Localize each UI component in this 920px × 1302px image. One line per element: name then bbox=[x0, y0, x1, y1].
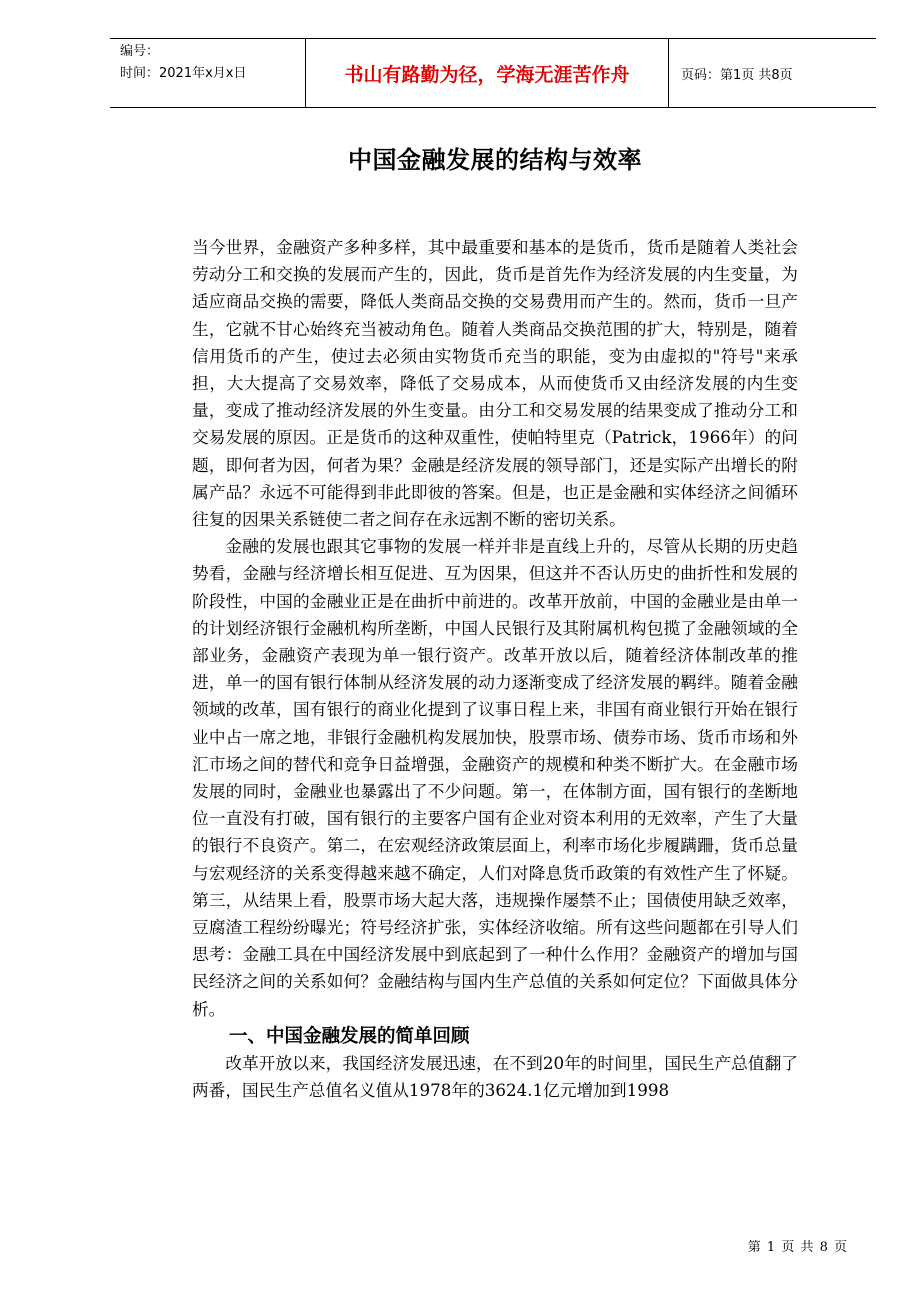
section-paragraph: 改革开放以来，我国经济发展迅速，在不到20年的时间里，国民生产总值翻了两番，国民生产总值名义值从1978年的3624.1亿元增加到1998 bbox=[192, 1053, 798, 1101]
paragraph-2: 金融的发展也跟其它事物的发展一样并非是直线上升的，尽管从长期的历史趋势看，金融与经济增长相互促进、互为因果，但这并不否认历史的曲折性和发展的阶段性，中国的金融业正是在曲折中前进的。改革开放前，中国的金融业是由单一的计划经济银行金融机构所垄断，中国人民银行及其附属机构包揽了金融领域的全部业务，金融资产表现为单一银行资产。改革开放以后，随着经济体制改革的推进，单一的国有银行体制从经济发展的动力逐渐变成了经济发展的羁绊。随着金融领域的改革，国有银行的商业化提到了议事日程上来，非国有商业银行开始在银行业中占一席之地，非银行金融机构发展加快，股票市场、债券市场、货币市场和外汇市场之间的替代和竞争日益增强，金融资产的规模和种类不断扩大。在金融市场发展的同时，金融业也暴露出了不少问题。第一，在体制方面，国有银行的垄断地位一直没有打破，国有银行的主要客户国有企业对资本利用的无效率，产生了大量的银行不良资产。第二，在宏观经济政策层面上，利率市场化步履蹒跚，货币总量与宏观经济的关系变得越来越不确定，人们对降息货币政策的有效性产生了怀疑。第三，从结果上看，股票市场大起大落，违规操作屡禁不止；国债使用缺乏效率，豆腐渣工程纷纷曝光；符号经济扩张，实体经济收缩。所有这些问题都在引导人们思考：金融工具在中国经济发展中到底起到了一种什么作用？金融资产的增加与国民经济之间的关系如何？金融结构与国内生产总值的关系如何定位？下面做具体分析。 bbox=[192, 536, 798, 1019]
page-footer: 第 1 页 共 8 页 bbox=[747, 1240, 848, 1255]
number-label: 编号： bbox=[120, 44, 160, 59]
header-motto: 书山有路勤为径，学海无涯苦作舟 bbox=[306, 39, 669, 107]
header-meta bbox=[110, 39, 306, 107]
section-heading: 一、中国金融发展的简单回顾 bbox=[229, 1025, 470, 1047]
paragraph-1: 当今世界，金融资产多种多样，其中最重要和基本的是货币，货币是随着人类社会劳动分工和交换的发展而产生的，因此，货币是首先作为经济发展的内生变量，为适应商品交换的需要，降低人类商品交换的交易费用而产生的。然而，货币一旦产生，它就不甘心始终充当被动角色。随着人类商品交换范围的扩大，特别是，随着信用货币的产生，使过去必须由实物货币充当的职能，变为由虚拟的"符号"来承担，大大提高了交易效率，降低了交易成本，从而使货币又由经济发展的内生变量，变成了推动经济发展的外生变量。由分工和交易发展的结果变成了推动分工和交易发展的原因。正是货币的这种双重性，使帕特里克（Patrick，1966年）的问题，即何者为因，何者为果？金融是经济发展的领导部门，还是实际产出增长的附属产品？永远不可能得到非此即彼的答案。但是，也正是金融和实体经济之间循环往复的因果关系链使二者之间存在永远割不断的密切关系。 bbox=[192, 237, 798, 530]
page-header bbox=[110, 38, 876, 108]
time-label: 时间：2021年x月x日 bbox=[120, 66, 247, 81]
document-title: 中国金融发展的结构与效率 bbox=[348, 146, 642, 174]
header-page-info: 页码：第1页 共8页 bbox=[681, 67, 793, 83]
document-body bbox=[192, 234, 798, 1105]
